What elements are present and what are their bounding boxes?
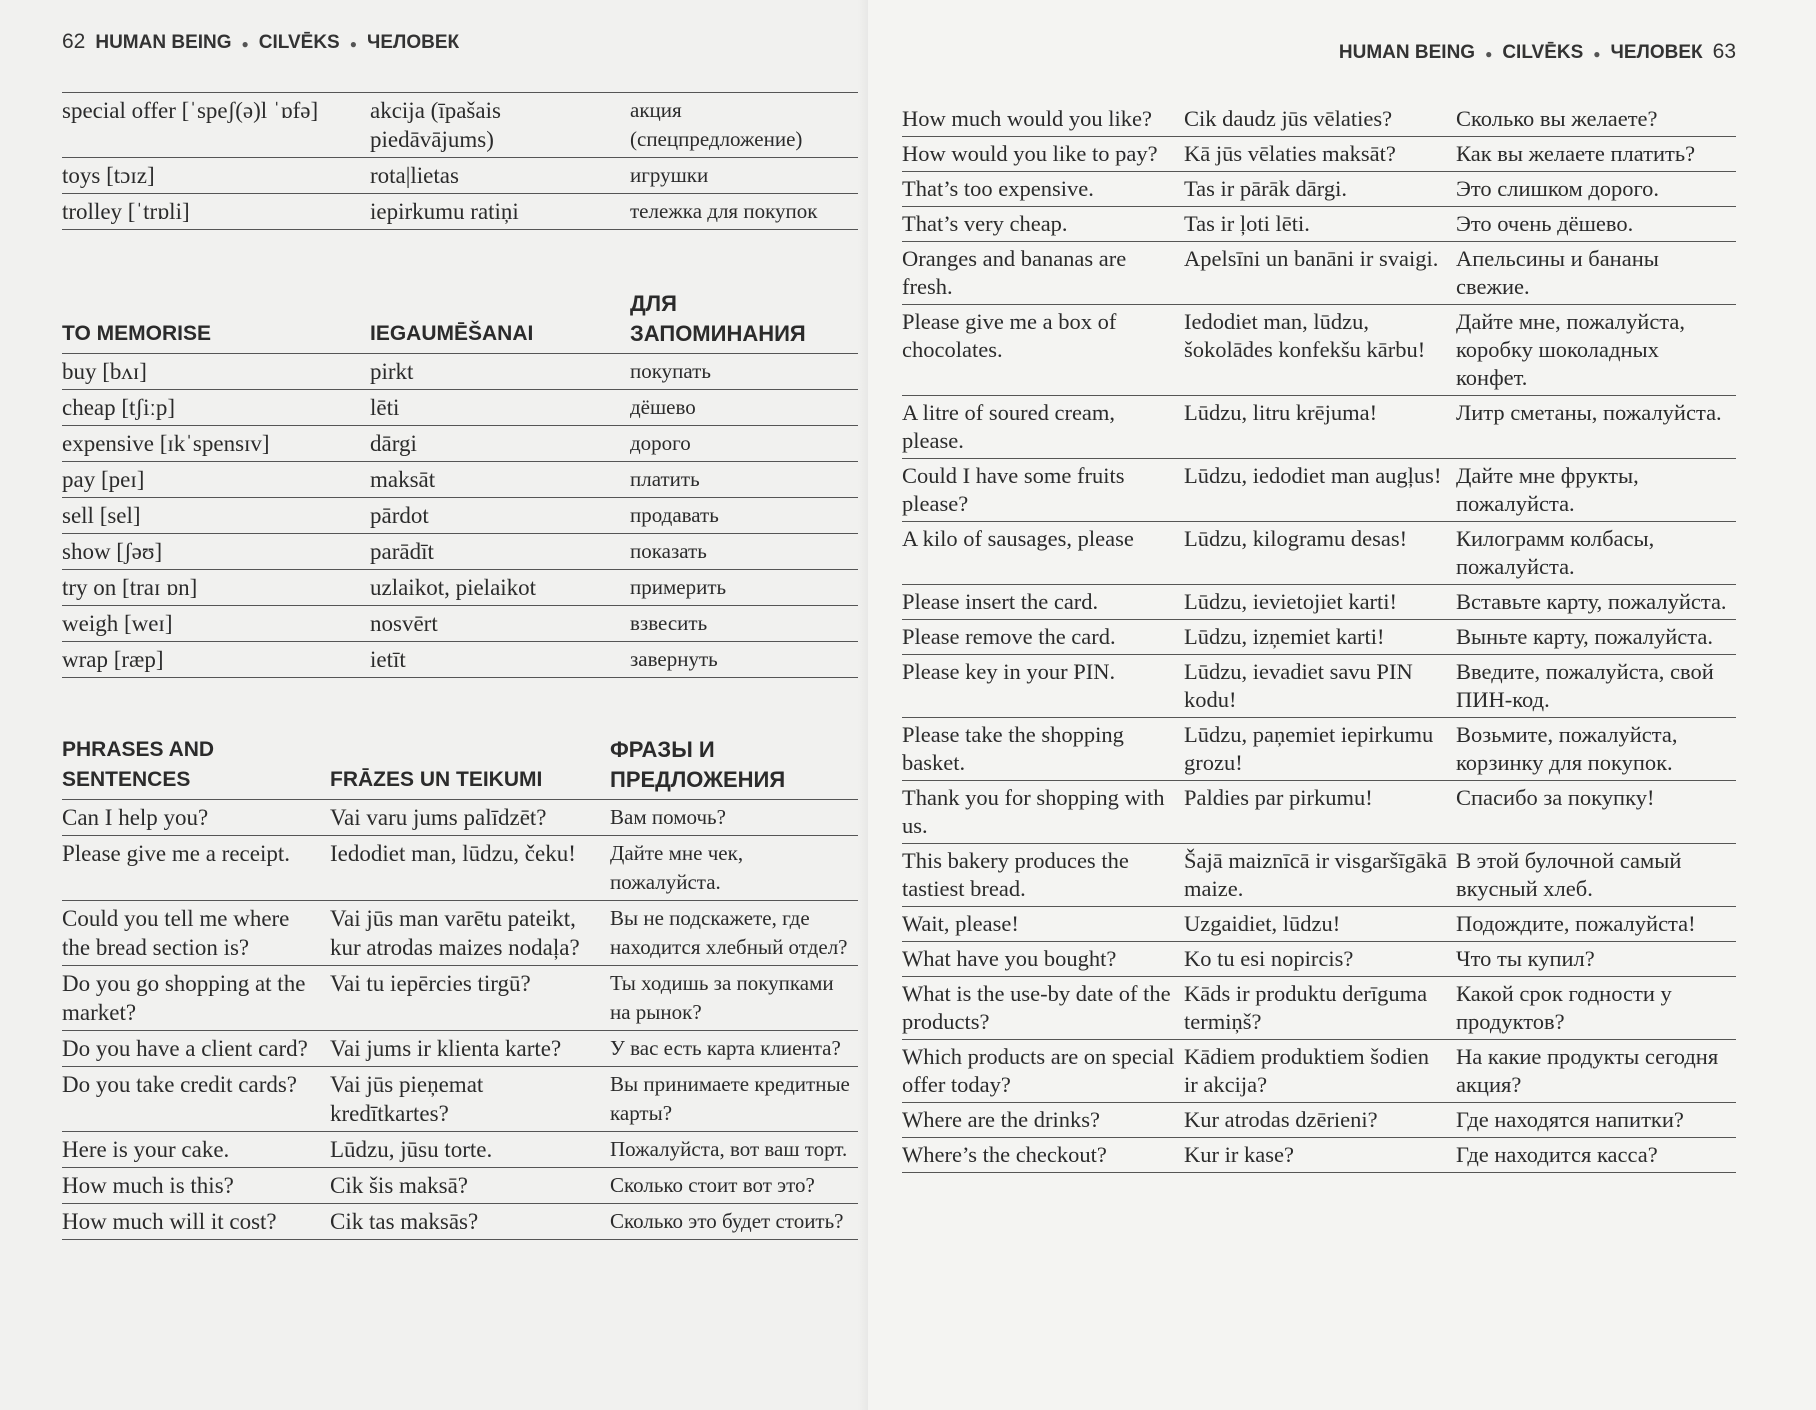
term-en: special offer [ˈspeʃ(ə)l ˈɒfə]: [62, 93, 370, 158]
table-row: [902, 718, 1736, 781]
left-page: [0, 0, 868, 1410]
phrase-lv: Lūdzu, litru krējuma!: [1184, 396, 1456, 459]
term-ru: продавать: [630, 498, 858, 534]
term-lv: akcija (īpašais piedāvājums): [370, 93, 630, 158]
phrase-lv: Tas ir ļoti lēti.: [1184, 207, 1456, 242]
phrase-en: Please key in your PIN.: [902, 655, 1184, 718]
phrase-ru: Подождите, пожалуйста!: [1456, 907, 1736, 942]
table-row: [62, 1168, 858, 1204]
phrase-en: Do you take credit cards?: [62, 1067, 330, 1132]
phrase-lv: Kāds ir produktu derīguma termiņš?: [1184, 977, 1456, 1040]
phrase-ru: На какие продукты сегодня акция?: [1456, 1040, 1736, 1103]
phrase-en: Wait, please!: [902, 907, 1184, 942]
phrase-en: Please give me a box of chocolates.: [902, 305, 1184, 396]
phrase-en: Where’s the checkout?: [902, 1138, 1184, 1173]
term-lv: dārgi: [370, 426, 630, 462]
table-row: [902, 1040, 1736, 1103]
table-row: [902, 522, 1736, 585]
term-lv: iepirkumu ratiņi: [370, 194, 630, 230]
phrase-ru: Спасибо за покупку!: [1456, 781, 1736, 844]
table-row: [62, 426, 858, 462]
phrase-lv: Tas ir pārāk dārgi.: [1184, 172, 1456, 207]
table-row: [902, 907, 1736, 942]
phrase-ru: Ты ходишь за покупками на рынок?: [610, 966, 858, 1031]
phrase-ru: В этой булочной самый вкусный хлеб.: [1456, 844, 1736, 907]
phrase-ru: Что ты купил?: [1456, 942, 1736, 977]
phrase-lv: Cik šis maksā?: [330, 1168, 610, 1204]
table-row: [62, 1067, 858, 1132]
phrase-ru: Выньте карту, пожалуйста.: [1456, 620, 1736, 655]
term-en: toys [tɔɪz]: [62, 158, 370, 194]
table-row: [62, 800, 858, 836]
phrase-ru: Вставьте карту, пожалуйста.: [1456, 585, 1736, 620]
phrase-en: How much would you like?: [902, 102, 1184, 137]
phrase-en: Could you tell me where the bread section is?: [62, 901, 330, 966]
phrase-en: How much is this?: [62, 1168, 330, 1204]
header-en: HUMAN BEING: [95, 32, 232, 53]
table-row: [902, 781, 1736, 844]
phrase-en: Thank you for shopping with us.: [902, 781, 1184, 844]
term-ru: игрушки: [630, 158, 858, 194]
right-page: [868, 0, 1816, 1410]
phrase-ru: Какой срок годности у продуктов?: [1456, 977, 1736, 1040]
page-number: 63: [1712, 40, 1736, 63]
phrase-en: Please give me a receipt.: [62, 836, 330, 901]
table-row: [62, 390, 858, 426]
heading-en: PHRASES AND SENTENCES: [62, 732, 330, 800]
phrase-ru: Дайте мне, пожалуйста, коробку шоколадных конфет.: [1456, 305, 1736, 396]
table-row: [902, 172, 1736, 207]
phrase-lv: Lūdzu, izņemiet karti!: [1184, 620, 1456, 655]
phrase-lv: Lūdzu, ievadiet savu PIN kodu!: [1184, 655, 1456, 718]
phrase-ru: Это очень дёшево.: [1456, 207, 1736, 242]
phrase-ru: Возьмите, пожалуйста, корзинку для покупок.: [1456, 718, 1736, 781]
phrase-lv: Paldies par pirkumu!: [1184, 781, 1456, 844]
table-row: [62, 93, 858, 158]
phrase-ru: Вам помочь?: [610, 800, 858, 836]
phrase-ru: Вы не подскажете, где находится хлебный отдел?: [610, 901, 858, 966]
phrase-ru: Килограмм колбасы, пожалуйста.: [1456, 522, 1736, 585]
table-row: [902, 207, 1736, 242]
term-ru: акция (спецпредложение): [630, 93, 858, 158]
table-row: [902, 655, 1736, 718]
phrase-en: A kilo of sausages, please: [902, 522, 1184, 585]
phrase-ru: Дайте мне чек, пожалуйста.: [610, 836, 858, 901]
phrase-lv: Kur atrodas dzērieni?: [1184, 1103, 1456, 1138]
page-number: 62: [62, 30, 86, 53]
phrase-en: This bakery produces the tastiest bread.: [902, 844, 1184, 907]
phrase-en: Do you have a client card?: [62, 1031, 330, 1067]
heading-lv: FRĀZES UN TEIKUMI: [330, 732, 610, 800]
table-row: [62, 194, 858, 230]
section-heading-row: [62, 732, 858, 800]
running-head-left: [62, 30, 858, 70]
header-lv: CILVĒKS: [258, 32, 340, 53]
header-ru: ЧЕЛОВЕК: [366, 32, 460, 53]
term-ru: дёшево: [630, 390, 858, 426]
phrase-lv: Cik tas maksās?: [330, 1204, 610, 1240]
bullet-separator-icon: ●: [1593, 47, 1601, 61]
table-row: [62, 642, 858, 678]
term-lv: nosvērt: [370, 606, 630, 642]
phrase-lv: Lūdzu, ievietojiet karti!: [1184, 585, 1456, 620]
term-en: weigh [weɪ]: [62, 606, 370, 642]
term-ru: взвесить: [630, 606, 858, 642]
phrase-ru: Сколько вы желаете?: [1456, 102, 1736, 137]
term-ru: дорого: [630, 426, 858, 462]
phrase-lv: Ko tu esi nopircis?: [1184, 942, 1456, 977]
term-en: buy [bʌɪ]: [62, 354, 370, 390]
phrase-en: Here is your cake.: [62, 1132, 330, 1168]
table-row: [902, 102, 1736, 137]
phrase-lv: Kādiem produktiem šodien ir akcija?: [1184, 1040, 1456, 1103]
phrase-en: Please insert the card.: [902, 585, 1184, 620]
table-row: [902, 305, 1736, 396]
term-lv: ietīt: [370, 642, 630, 678]
table-row: [902, 977, 1736, 1040]
header-lv: CILVĒKS: [1502, 42, 1584, 63]
phrase-en: Which products are on special offer today?: [902, 1040, 1184, 1103]
heading-lv: IEGAUMĒŠANAI: [370, 286, 630, 354]
phrase-en: What have you bought?: [902, 942, 1184, 977]
phrase-en: Do you go shopping at the market?: [62, 966, 330, 1031]
phrase-lv: Vai varu jums palīdzēt?: [330, 800, 610, 836]
term-lv: uzlaikot, pielaikot: [370, 570, 630, 606]
table-row: [902, 459, 1736, 522]
term-ru: завернуть: [630, 642, 858, 678]
phrase-lv: Vai jums ir klienta karte?: [330, 1031, 610, 1067]
table-row: [62, 462, 858, 498]
term-en: trolley [ˈtrɒli]: [62, 194, 370, 230]
phrases-rows: [902, 102, 1736, 1173]
table-row: [62, 498, 858, 534]
top-vocab-table: [62, 92, 858, 230]
table-row: [62, 606, 858, 642]
phrase-ru: Апельсины и бананы свежие.: [1456, 242, 1736, 305]
phrase-en: Please remove the card.: [902, 620, 1184, 655]
phrase-en: Where are the drinks?: [902, 1103, 1184, 1138]
term-ru: тележка для покупок: [630, 194, 858, 230]
heading-ru: ФРАЗЫ И ПРЕДЛОЖЕНИЯ: [610, 732, 858, 800]
phrase-lv: Vai jūs man varētu pateikt, kur atrodas maizes nodaļa?: [330, 901, 610, 966]
bullet-separator-icon: ●: [241, 37, 249, 51]
phrase-lv: Lūdzu, kilogramu desas!: [1184, 522, 1456, 585]
table-row: [62, 570, 858, 606]
term-en: wrap [ræp]: [62, 642, 370, 678]
phrase-lv: Kur ir kase?: [1184, 1138, 1456, 1173]
bullet-separator-icon: ●: [349, 37, 357, 51]
table-row: [62, 354, 858, 390]
term-lv: pirkt: [370, 354, 630, 390]
table-row: [902, 1103, 1736, 1138]
term-lv: lēti: [370, 390, 630, 426]
phrase-en: Can I help you?: [62, 800, 330, 836]
table-row: [902, 137, 1736, 172]
phrase-ru: Литр сметаны, пожалуйста.: [1456, 396, 1736, 459]
term-lv: maksāt: [370, 462, 630, 498]
phrase-lv: Cik daudz jūs vēlaties?: [1184, 102, 1456, 137]
phrase-lv: Lūdzu, iedodiet man augļus!: [1184, 459, 1456, 522]
term-lv: pārdot: [370, 498, 630, 534]
term-ru: показать: [630, 534, 858, 570]
phrases-table-continued: [902, 102, 1736, 1173]
section-gap: [62, 230, 858, 286]
phrase-lv: Apelsīni un banāni ir svaigi.: [1184, 242, 1456, 305]
phrase-en: A litre of soured cream, please.: [902, 396, 1184, 459]
header-en: HUMAN BEING: [1338, 42, 1476, 63]
term-en: sell [sel]: [62, 498, 370, 534]
phrases-table: [62, 732, 858, 1240]
term-en: show [ʃəʊ]: [62, 534, 370, 570]
term-en: try on [traɪ ɒn]: [62, 570, 370, 606]
bullet-separator-icon: ●: [1485, 47, 1493, 61]
phrase-en: That’s very cheap.: [902, 207, 1184, 242]
table-row: [62, 901, 858, 966]
term-en: pay [peɪ]: [62, 462, 370, 498]
phrase-lv: Kā jūs vēlaties maksāt?: [1184, 137, 1456, 172]
phrase-en: How much will it cost?: [62, 1204, 330, 1240]
term-ru: примерить: [630, 570, 858, 606]
table-row: [62, 1031, 858, 1067]
phrase-en: Could I have some fruits please?: [902, 459, 1184, 522]
phrase-ru: Введите, пожалуйста, свой ПИН-код.: [1456, 655, 1736, 718]
term-ru: покупать: [630, 354, 858, 390]
table-row: [902, 620, 1736, 655]
phrase-ru: Пожалуйста, вот ваш торт.: [610, 1132, 858, 1168]
phrase-en: Please take the shopping basket.: [902, 718, 1184, 781]
phrase-lv: Lūdzu, paņemiet iepirkumu grozu!: [1184, 718, 1456, 781]
table-row: [62, 534, 858, 570]
phrase-ru: Дайте мне фрукты, пожалуйста.: [1456, 459, 1736, 522]
phrase-lv: Iedodiet man, lūdzu, šokolādes konfekšu kārbu!: [1184, 305, 1456, 396]
phrase-en: That’s too expensive.: [902, 172, 1184, 207]
phrase-ru: Сколько это будет стоить?: [610, 1204, 858, 1240]
phrase-ru: Сколько стоит вот это?: [610, 1168, 858, 1204]
phrase-lv: Uzgaidiet, lūdzu!: [1184, 907, 1456, 942]
phrase-en: What is the use-by date of the products?: [902, 977, 1184, 1040]
phrase-ru: Это слишком дорого.: [1456, 172, 1736, 207]
phrase-ru: Где находится касса?: [1456, 1138, 1736, 1173]
table-row: [902, 242, 1736, 305]
header-ru: ЧЕЛОВЕК: [1610, 42, 1703, 63]
term-en: expensive [ɪkˈspensɪv]: [62, 426, 370, 462]
phrase-lv: Lūdzu, jūsu torte.: [330, 1132, 610, 1168]
phrase-ru: У вас есть карта клиента?: [610, 1031, 858, 1067]
section-heading-row: [62, 286, 858, 354]
phrase-lv: Šajā maiznīcā ir visgaršīgākā maize.: [1184, 844, 1456, 907]
table-row: [902, 585, 1736, 620]
table-row: [62, 836, 858, 901]
phrase-lv: Iedodiet man, lūdzu, čeku!: [330, 836, 610, 901]
heading-ru: ДЛЯ ЗАПОМИНАНИЯ: [630, 286, 858, 354]
table-row: [62, 158, 858, 194]
term-lv: parādīt: [370, 534, 630, 570]
phrase-lv: Vai tu iepērcies tirgū?: [330, 966, 610, 1031]
term-en: cheap [tʃiːp]: [62, 390, 370, 426]
phrase-ru: Вы принимаете кредитные карты?: [610, 1067, 858, 1132]
memorise-table: [62, 286, 858, 678]
term-ru: платить: [630, 462, 858, 498]
phrase-lv: Vai jūs pieņemat kredītkartes?: [330, 1067, 610, 1132]
phrase-ru: Как вы желаете платить?: [1456, 137, 1736, 172]
table-row: [62, 1204, 858, 1240]
phrase-en: Oranges and bananas are fresh.: [902, 242, 1184, 305]
table-row: [902, 396, 1736, 459]
table-row: [62, 966, 858, 1031]
section-gap: [62, 678, 858, 732]
table-row: [62, 1132, 858, 1168]
table-row: [902, 942, 1736, 977]
table-row: [902, 844, 1736, 907]
running-head-right: [902, 40, 1736, 80]
phrase-en: How would you like to pay?: [902, 137, 1184, 172]
heading-en: TO MEMORISE: [62, 286, 370, 354]
phrase-ru: Где находятся напитки?: [1456, 1103, 1736, 1138]
table-row: [902, 1138, 1736, 1173]
term-lv: rota|lietas: [370, 158, 630, 194]
